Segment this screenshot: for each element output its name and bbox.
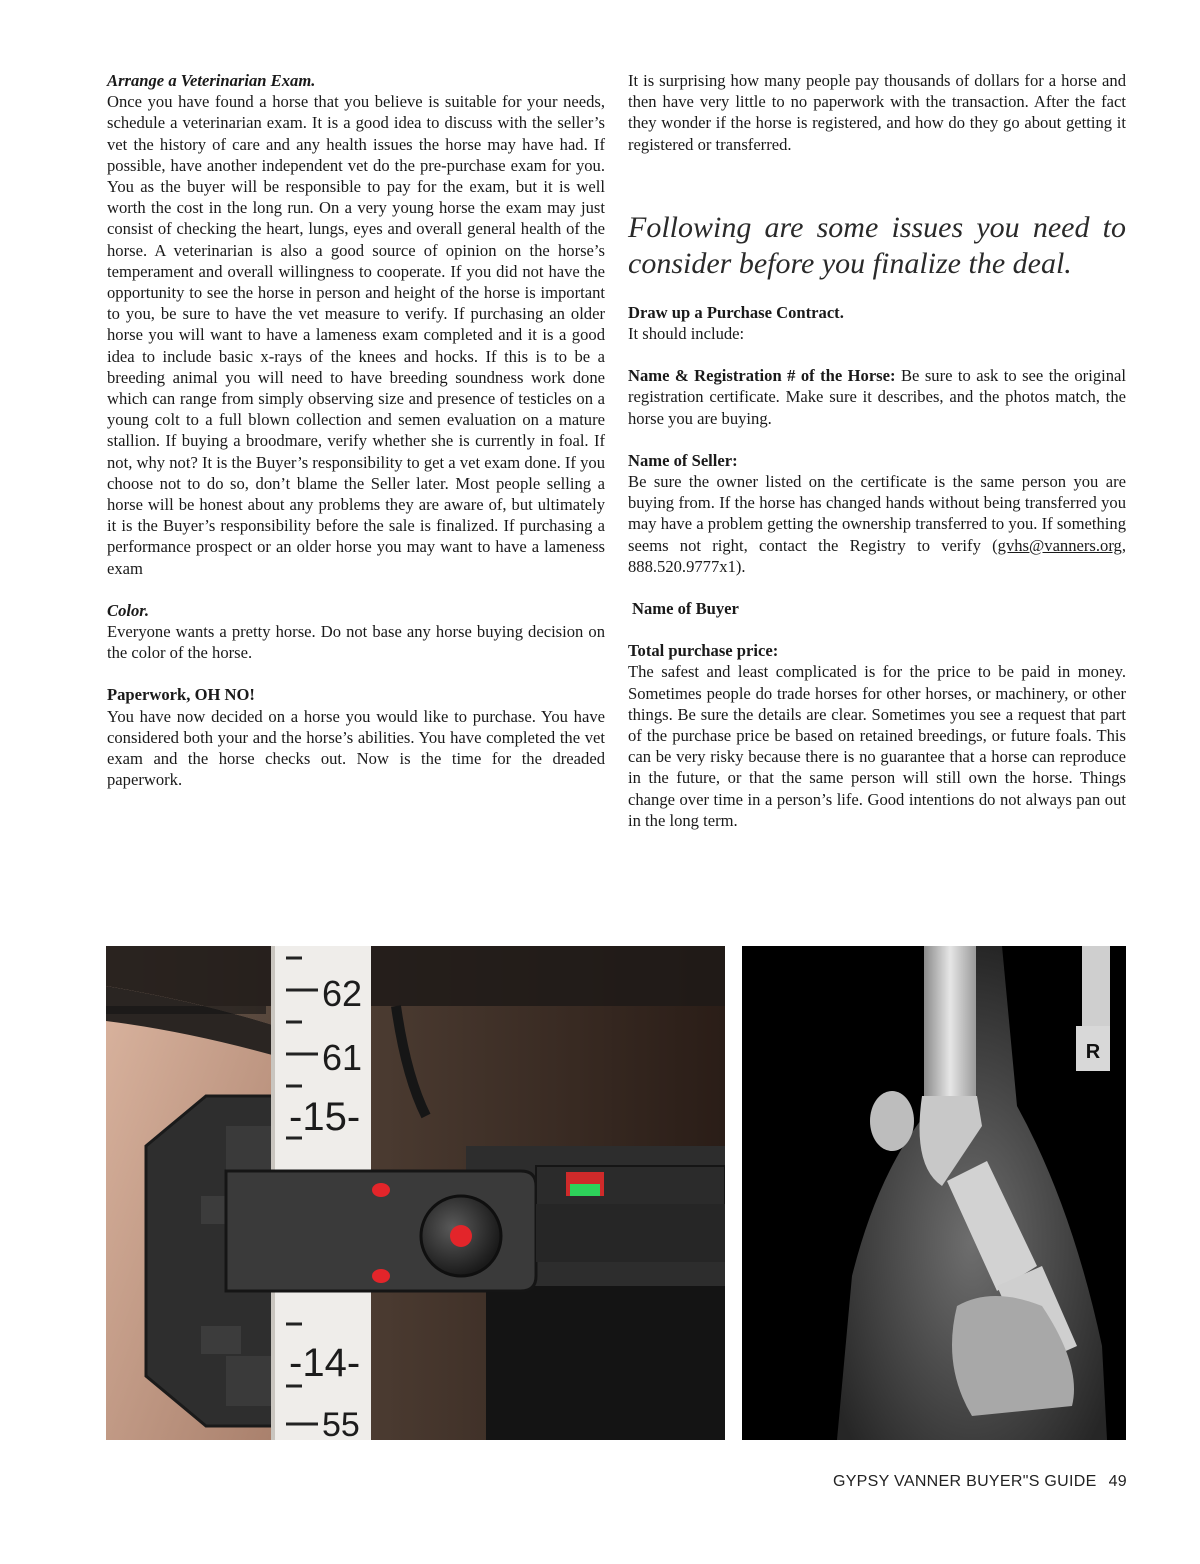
seller-body-phone: , 888.520.9777x1).	[628, 535, 1126, 576]
stick-label-55: 55	[322, 1406, 360, 1440]
registration-body: Be sure to ask to see the original registration certificate. Make sure it describes, and the photos match, the horse you are buying.	[628, 366, 1126, 428]
vet-exam-heading: Arrange a Veterinarian Exam.	[107, 71, 316, 90]
measuring-stick-photo	[106, 946, 725, 1440]
vet-exam-body: Once you have found a horse that you believe is suitable for your needs, schedule a veterinarian exam. It is a good idea to discuss with the seller’s vet the history of care and any health issues the horse may have had. If possible, have another independent vet do the pre-purchase exam for you. You as the buyer will be responsible to pay for the exam, but it is well worth the cost in the long run. On a very young horse the exam may just consist of checking the heart, lungs, eyes and overall general health of the horse. A veterinarian is also a good source of opinion on the horse’s temperament and overall willingness to cooperate. If you did not have the opportunity to see the horse in person and height of the horse is important to you, be sure to have the vet measure to verify. If purchasing an older horse you will want to have a lameness exam completed and it is a good idea to include basic x-rays of the knees and hocks. If this is to be a breeding animal you will need to have breeding soundness work done which can range from simply observing size and presence of testicles on a young colt to a full blown collection and semen evaluation on a mature stallion. If buying a broodmare, verify whether she is currently in foal. If not, why not? It is the Buyer’s responsibility to get a vet exam done. If you choose not to do so, don’t blame the Seller later. Most people selling a horse will be honest about any problems they are aware of, but ultimately it is the Buyer’s responsibility before the sale is finalized. If purchasing a performance prospect or an older horse you may want to have a lameness exam	[107, 92, 605, 578]
page-number: 49	[1108, 1473, 1127, 1490]
page-footer	[833, 1473, 1127, 1491]
stick-label-62: 62	[322, 973, 363, 1014]
contract-heading: Draw up a Purchase Contract.	[628, 302, 844, 322]
price-body: The safest and least complicated is for the price to be paid in money. Sometimes people do trade horses for other horses, or machinery, or other things. Be sure the details are clear. Sometimes you see a request that part of the purchase price be based on retained breedings, or future foals. This can be very risky because there is no guarantee that a horse can reproduce in the future, or that the same person will still own the horse. Things change over time in a person’s life. Good intentions do not always pan out in the long term.	[628, 662, 1126, 830]
seller-body-text: Be sure the owner listed on the certificate is the same person you are buying from. If the horse has changed hands without being transferred you may have a problem getting the ownership transferred to you. If something seems not right, contact the Registry to verify (	[628, 472, 1126, 555]
xray-photo	[742, 946, 1126, 1440]
registration-item	[628, 365, 1126, 429]
price-heading: Total purchase price:	[628, 641, 779, 661]
buyer-heading: Name of Buyer	[632, 599, 739, 619]
footer-title: GYPSY VANNER BUYER"S GUIDE	[832, 1473, 1097, 1490]
measuring-stick-illustration	[106, 946, 725, 1440]
right-column	[628, 70, 1126, 831]
contract-body: It should include:	[628, 324, 745, 344]
seller-body	[628, 471, 1126, 577]
stick-label-14-hands: -14-	[289, 1341, 361, 1385]
seller-heading: Name of Seller:	[628, 450, 738, 470]
color-body: Everyone wants a pretty horse. Do not base any horse buying decision on the color of the horse.	[107, 622, 605, 663]
paperwork-heading: Paperwork, OH NO!	[107, 685, 255, 705]
paperwork-body: You have now decided on a horse you would like to purchase. You have considered both your and the horse’s abilities. You have completed the vet exam and the horse checks out. Now is the time for the dreaded paperwork.	[107, 706, 605, 790]
stick-label-15-hands: -15-	[289, 1095, 361, 1139]
left-column	[107, 70, 605, 791]
registry-email-link[interactable]: gvhs@vanners.org	[997, 535, 1122, 555]
issues-heading: Following are some issues you need to consider before you finalize the deal.	[628, 210, 1126, 280]
xray-side-marker: R	[1085, 1041, 1101, 1063]
registration-heading: Name & Registration # of the Horse:	[628, 366, 896, 386]
stick-label-61: 61	[322, 1037, 363, 1078]
hoof-xray-illustration	[742, 946, 1126, 1440]
paperwork-intro: It is surprising how many people pay thousands of dollars for a horse and then have very little to no paperwork with the transaction. After the fact they wonder if the horse is registered, and how do they go about getting it registered or transferred.	[628, 71, 1126, 154]
color-heading: Color.	[107, 600, 149, 620]
